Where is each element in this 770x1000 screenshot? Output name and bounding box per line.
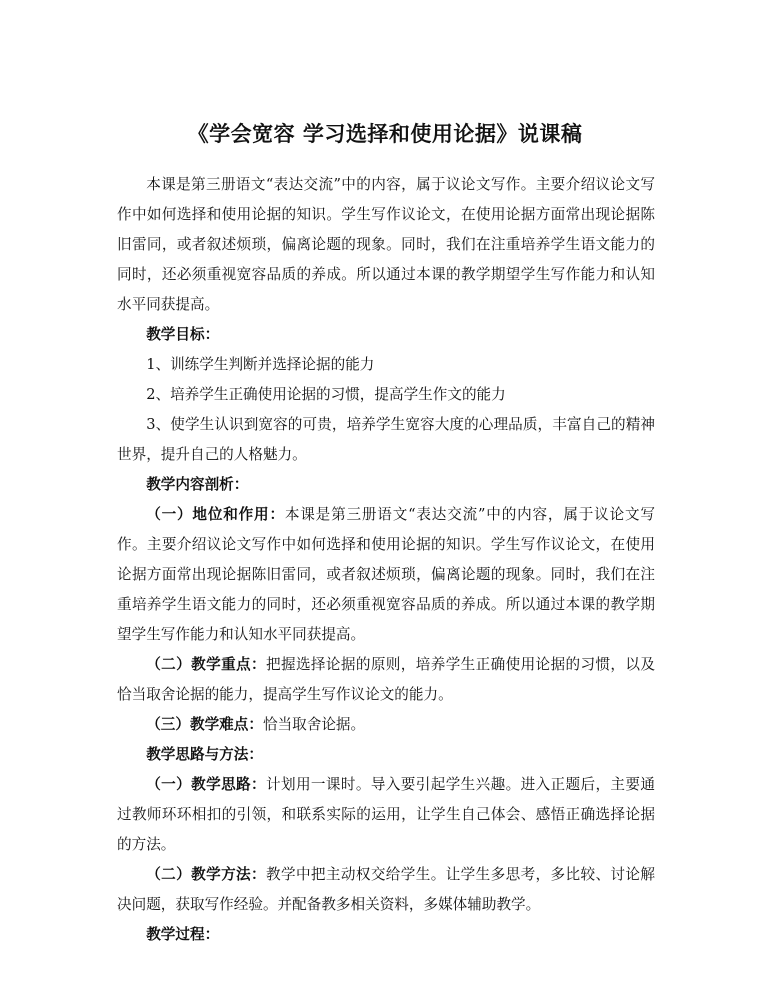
section-heading-objectives bbox=[117, 320, 655, 350]
paragraph-text: 计划用一课时。导入要引起学生兴趣。进入正题后，主要通过教师环环相扣的引领，和联系实际的运用，让学生自己体会、感悟正确选择论据的方法。 bbox=[117, 776, 655, 853]
paragraph-lead: （二）教学方法： bbox=[146, 866, 266, 883]
paragraph-text: 教学中把主动权交给学生。让学生多思考，多比较、讨论解决问题，获取写作经验。并配备教多相关资料，多媒体辅助教学。 bbox=[117, 866, 655, 913]
section-heading-methods bbox=[117, 740, 655, 770]
method-idea-paragraph bbox=[117, 770, 655, 860]
analysis-difficulty-paragraph bbox=[117, 710, 655, 740]
method-approach-paragraph bbox=[117, 860, 655, 920]
paragraph-text: 3、使学生认识到宽容的可贵，培养学生宽容大度的心理品质，丰富自己的精神世界，提升自己的人格魅力。 bbox=[117, 416, 655, 463]
paragraph-text: 把握选择论据的原则，培养学生正确使用论据的习惯，以及恰当取舍论据的能力，提高学生写作议论文的能力。 bbox=[117, 656, 655, 703]
objective-item bbox=[117, 350, 655, 380]
paragraph-text: 1、训练学生判断并选择论据的能力 bbox=[146, 356, 375, 373]
document-title: 《学会宽容 学习选择和使用论据》说课稿 bbox=[187, 122, 583, 146]
paragraph-lead: 教学思路与方法： bbox=[146, 746, 263, 763]
paragraph-lead: 教学内容剖析： bbox=[146, 476, 249, 493]
paragraph-lead: （一）教学思路： bbox=[146, 776, 266, 793]
paragraph-text: 本课是第三册语文“表达交流”中的内容，属于议论文写作。主要介绍议论文写作中如何选择和使用论据的知识。学生写作议论文，在使用论据方面常出现论据陈旧雷同，或者叙述烦琐，偏离论题的现象。同时，我们在注重培养学生语文能力的同时，还必须重视宽容品质的养成。所以通过本课的教学期望学生写作能力和认知水平同获提高。 bbox=[117, 176, 655, 313]
paragraph-text: 恰当取舍论据。 bbox=[262, 716, 366, 733]
document-body bbox=[117, 170, 655, 950]
paragraph-lead: （三）教学难点： bbox=[146, 716, 263, 733]
paragraph-text: 2、培养学生正确使用论据的习惯，提高学生作文的能力 bbox=[146, 386, 506, 403]
section-heading-process bbox=[117, 920, 655, 950]
analysis-focus-paragraph bbox=[117, 650, 655, 710]
paragraph-text: 本课是第三册语文“表达交流”中的内容，属于议论文写作。主要介绍议论文写作中如何选择和使用论据的知识。学生写作议论文，在使用论据方面常出现论据陈旧雷同，或者叙述烦琐，偏离论题的现象。同时，我们在注重培养学生语文能力的同时，还必须重视宽容品质的养成。所以通过本课的教学期望学生写作能力和认知水平同获提高。 bbox=[117, 506, 655, 643]
paragraph-lead: （二）教学重点： bbox=[146, 656, 266, 673]
paragraph-lead: （一）地位和作用： bbox=[146, 506, 285, 523]
section-heading-analysis bbox=[117, 470, 655, 500]
analysis-role-paragraph bbox=[117, 500, 655, 650]
objective-item bbox=[117, 410, 655, 470]
paragraph-lead: 教学过程： bbox=[146, 926, 220, 943]
intro-paragraph bbox=[117, 170, 655, 320]
objective-item bbox=[117, 380, 655, 410]
paragraph-lead: 教学目标： bbox=[146, 326, 220, 343]
